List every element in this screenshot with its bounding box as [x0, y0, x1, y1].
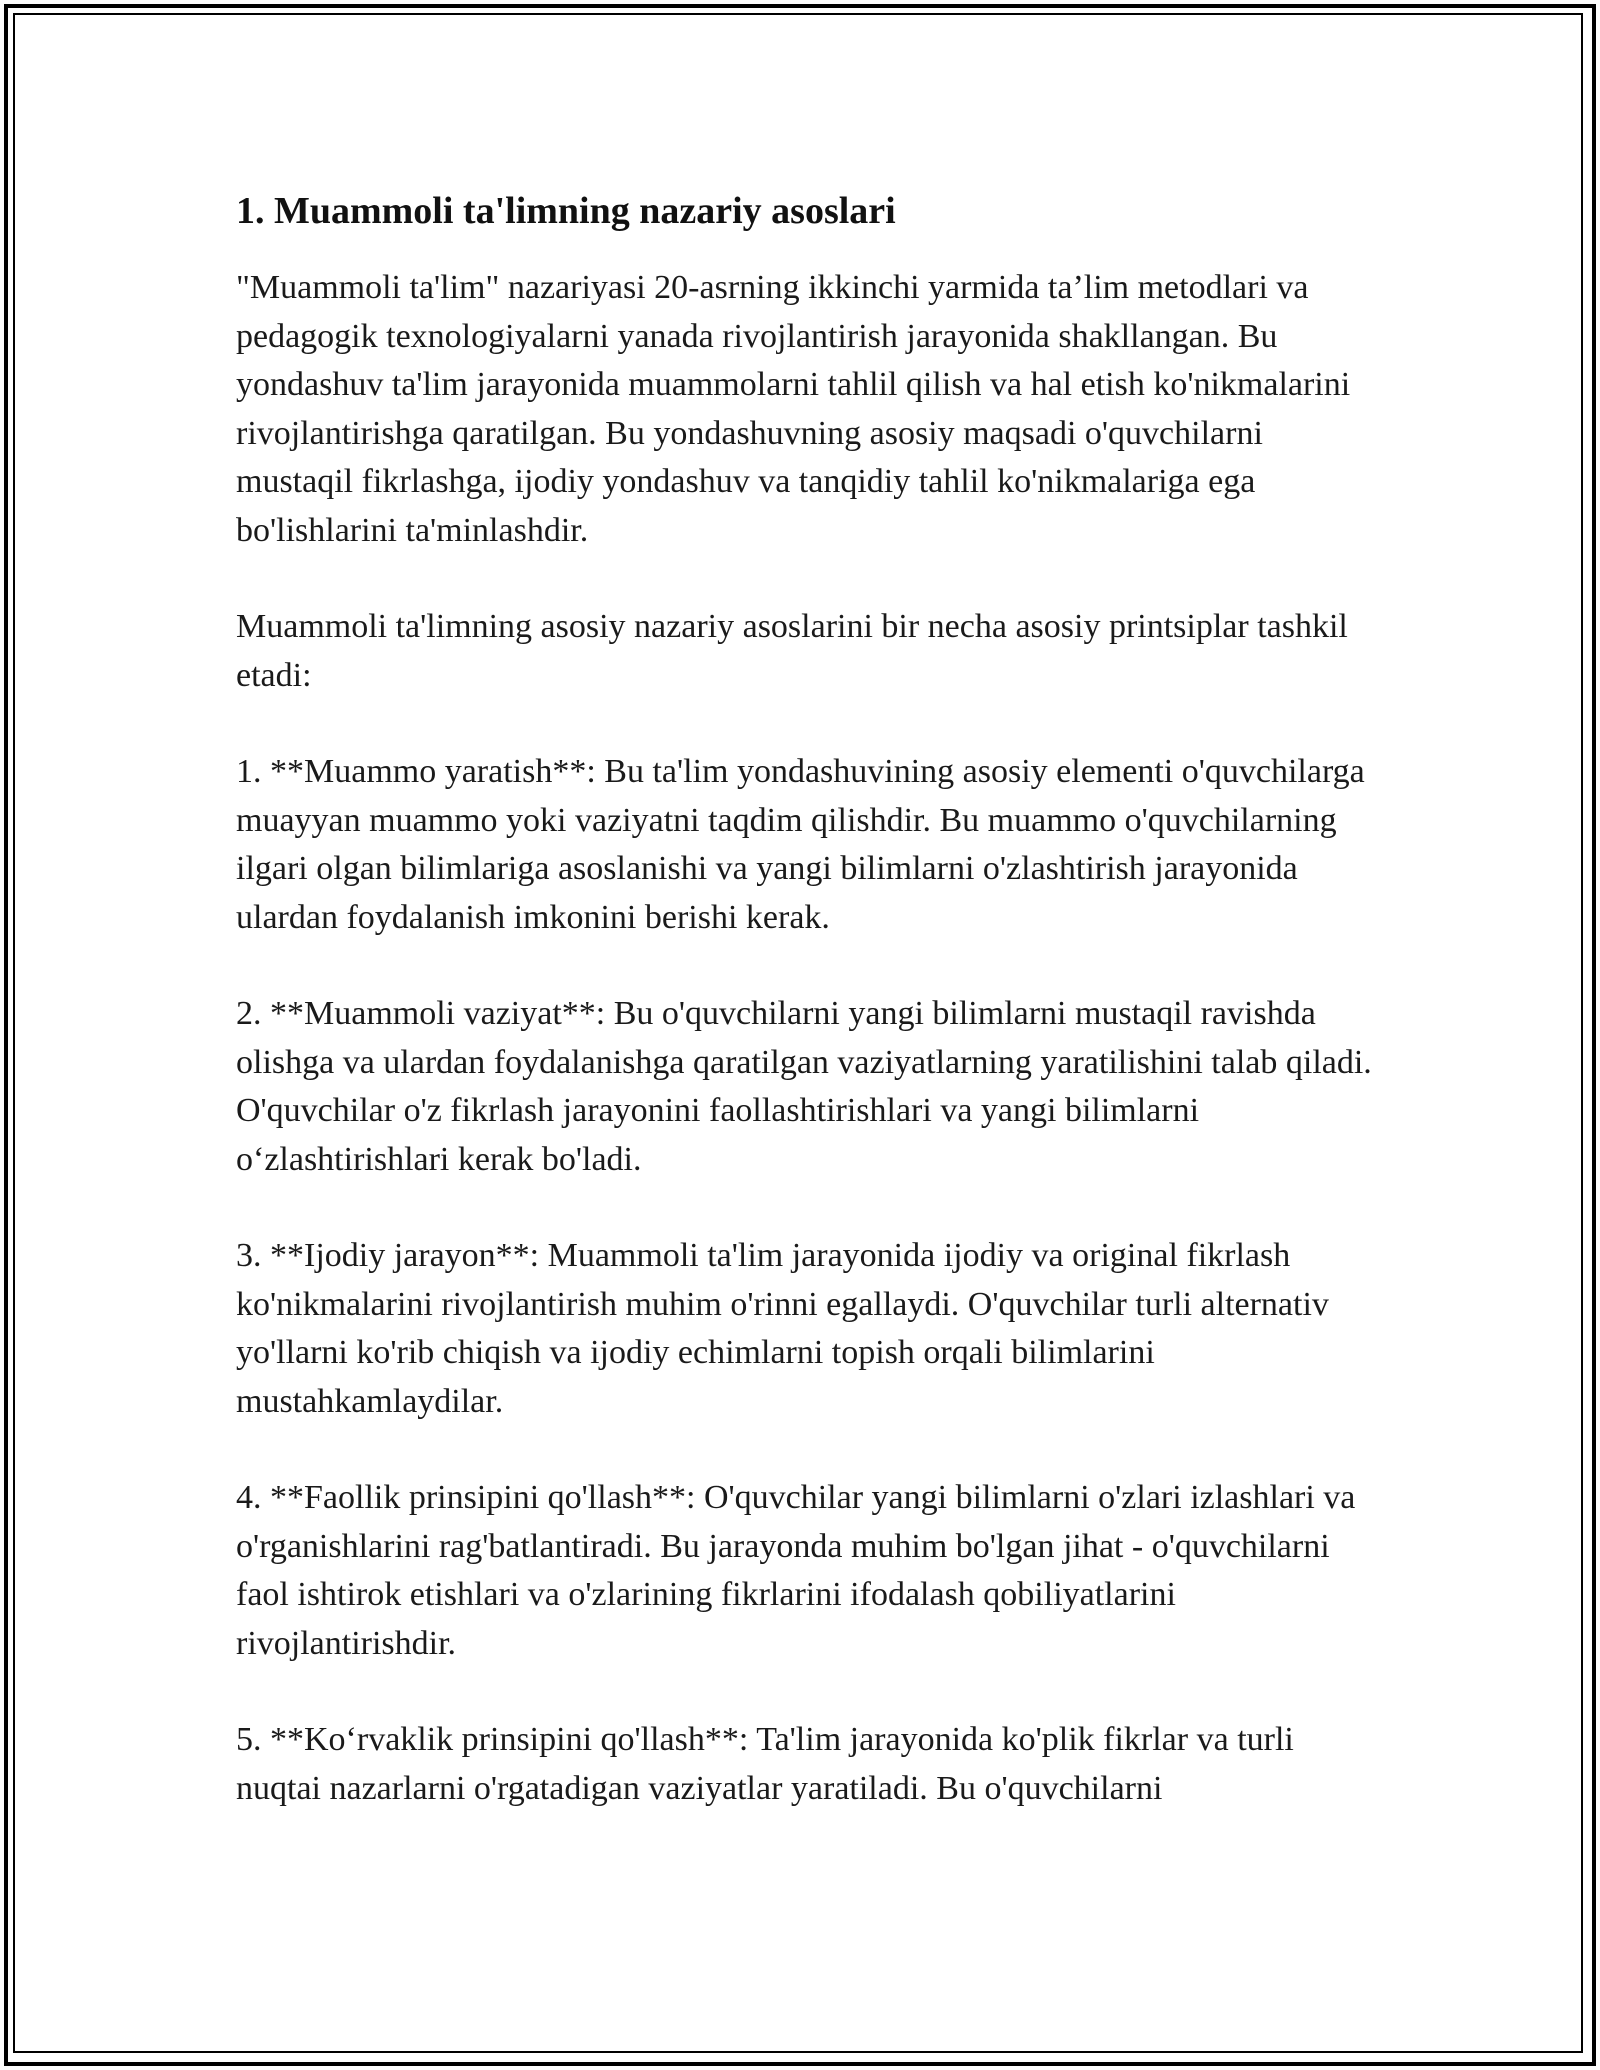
- principle-1-paragraph: 1. **Muammo yaratish**: Bu ta'lim yondashuvining asosiy elementi o'quvchilarga muayyan muammo yoki vaziyatni taqdim qilishdir. Bu muammo o'quvchilarning ilgari olgan bilimlariga asoslanishi va yangi bilimlarni o'zlashtirish jarayonida ulardan foydalanish imkonini berishi kerak.: [236, 753, 1365, 936]
- principles-intro-paragraph: Muammoli ta'limning asosiy nazariy asoslarini bir necha asosiy printsiplar tashkil etadi:: [236, 608, 1348, 694]
- intro-paragraph: "Muammoli ta'lim" nazariyasi 20-asrning ikkinchi yarmida ta’lim metodlari va pedagogik texnologiyalarni yanada rivojlantirish jarayonida shakllangan. Bu yondashuv ta'lim jarayonida muammolarni tahlil qilish va hal etish ko'nikmalarini rivojlantirishga qaratilgan. Bu yondashuvning asosiy maqsadi o'quvchilarni mustaqil fikrlashga, ijodiy yondashuv va tanqidiy tahlil ko'nikmalariga ega bo'lishlarini ta'minlashdir.: [236, 269, 1351, 549]
- principle-2-paragraph: 2. **Muammoli vaziyat**: Bu o'quvchilarni yangi bilimlarni mustaqil ravishda olishga va ulardan foydalanishga qaratilgan vaziyatlarning yaratilishini talab qiladi. O'quvchilar o'z fikrlash jarayonini faollashtirishlari va yangi bilimlarni o‘zlashtirishlari kerak bo'ladi.: [236, 995, 1372, 1178]
- principle-3-paragraph: 3. **Ijodiy jarayon**: Muammoli ta'lim jarayonida ijodiy va original fikrlash ko'nikmalarini rivojlantirish muhim o'rinni egallaydi. O'quvchilar turli alternativ yo'llarni ko'rib chiqish va ijodiy echimlarni topish orqali bilimlarini mustahkamlaydilar.: [236, 1237, 1329, 1420]
- principle-4-paragraph: 4. **Faollik prinsipini qo'llash**: O'quvchilar yangi bilimlarni o'zlari izlashlari va o'rganishlarini rag'batlantiradi. Bu jarayonda muhim bo'lgan jihat - o'quvchilarni faol ishtirok etishlari va o'zlarining fikrlarini ifodalash qobiliyatlarini rivojlantirishdir.: [236, 1479, 1356, 1662]
- principle-5-paragraph: 5. **Ko‘rvaklik prinsipini qo'llash**: Ta'lim jarayonida ko'plik fikrlar va turli nuqtai nazarlarni o'rgatadigan vaziyatlar yaratiladi. Bu o'quvchilarni: [236, 1721, 1294, 1807]
- section-heading: 1. Muammoli ta'limning nazariy asoslari: [236, 190, 896, 232]
- document-body: [236, 186, 1376, 1861]
